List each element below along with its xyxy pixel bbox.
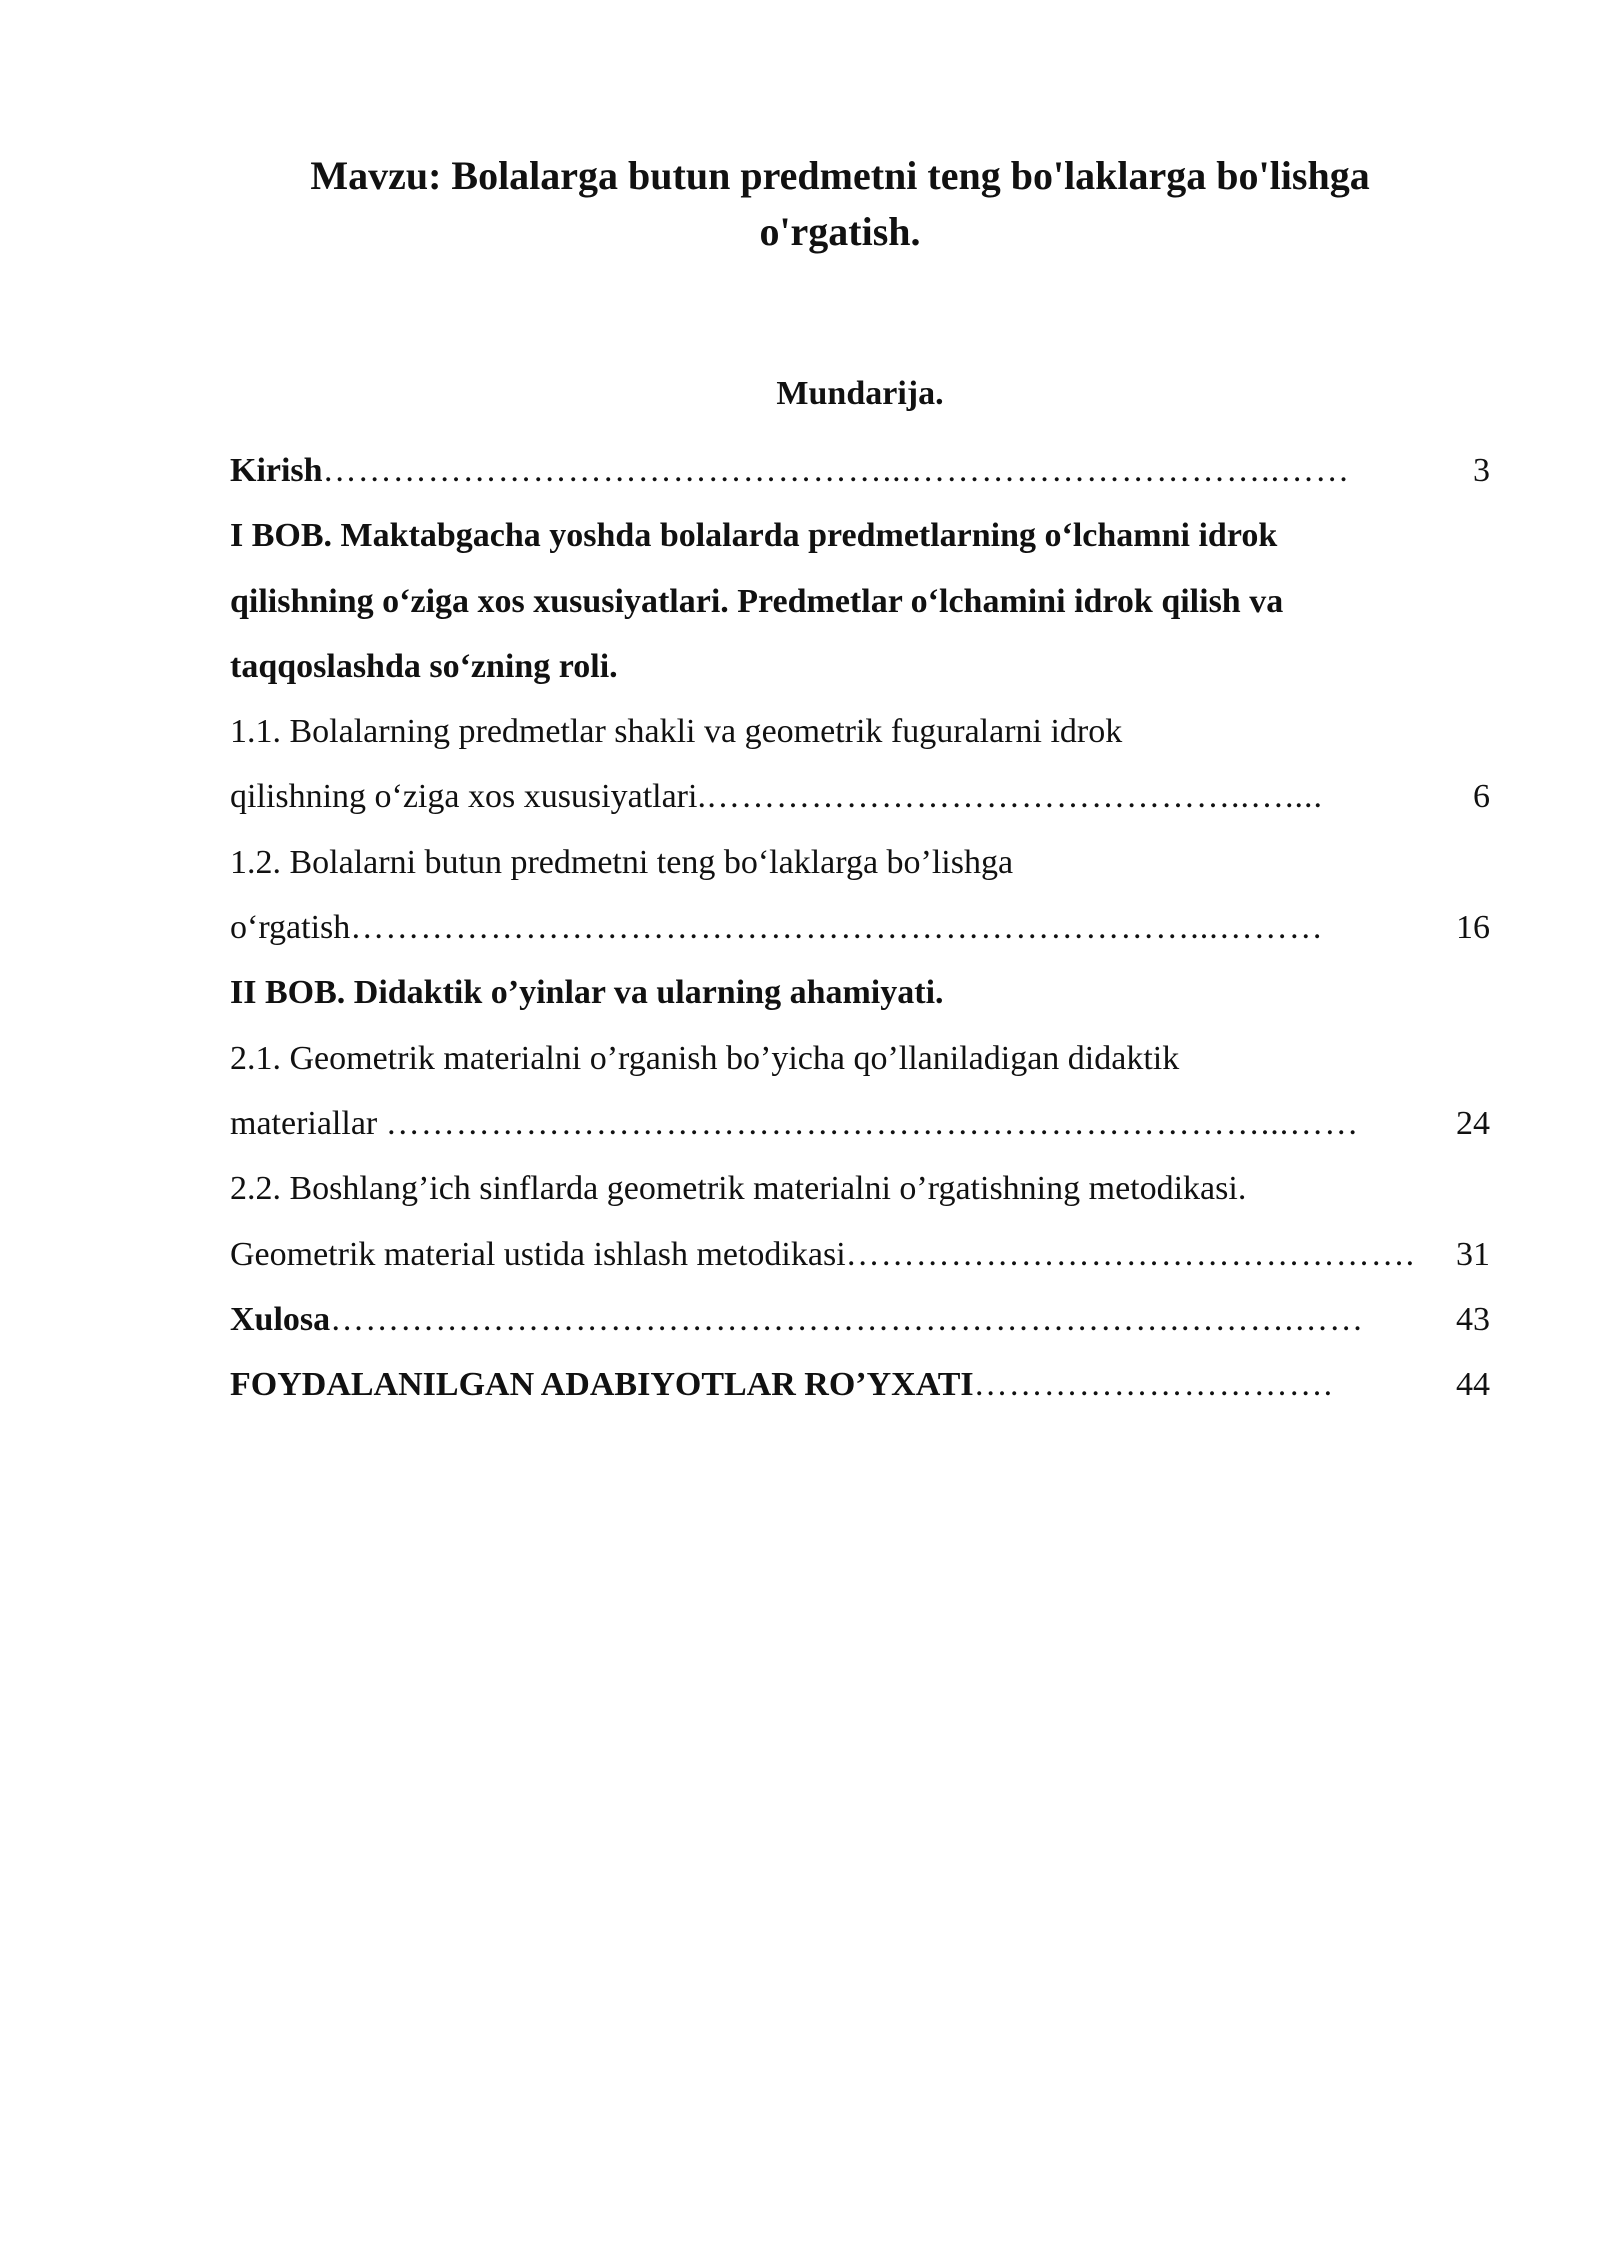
toc-page-number: 6 — [1473, 778, 1490, 816]
toc-entry-2-1-line-1[interactable] — [230, 1033, 1490, 1098]
toc-page-number: 43 — [1456, 1300, 1490, 1338]
toc-entry-text: 2.1. Geometrik materialni o’rganish bo’yicha qo’llaniladigan didaktik — [230, 1039, 1180, 1077]
toc-entry-chapter-2[interactable] — [230, 967, 1490, 1032]
toc-entry-text: FOYDALANILGAN ADABIYOTLAR RO’YXATI — [230, 1366, 974, 1404]
toc-entry-text: qilishning o‘ziga xos xususiyatlari. Predmetlar o‘lchamini idrok qilish va — [230, 582, 1284, 620]
toc-leader-dots: …………………………………………………………………...…… — [385, 1104, 1360, 1142]
toc-page-number: 31 — [1456, 1235, 1490, 1273]
toc-leader-dots: …………………………………………...…………………………..…… — [322, 452, 1351, 489]
toc-entry-kirish[interactable] — [230, 445, 1490, 510]
toc-entry-text: Kirish — [230, 452, 323, 489]
toc-leader-dots: …………………………. — [973, 1366, 1334, 1404]
toc-leader-dots: ……………………………………………………………….……….…… — [330, 1300, 1365, 1338]
toc-heading: Mundarija. — [776, 375, 944, 412]
toc-entry-text: qilishning o‘ziga xos xususiyatlari. — [230, 778, 706, 816]
toc-entry-text: taqqoslashda so‘zning roli. — [230, 647, 618, 685]
toc-entry-2-2-line-1[interactable] — [230, 1163, 1490, 1228]
toc-entry-text: II BOB. Didaktik o’yinlar va ularning ahamiyati. — [230, 974, 944, 1012]
toc-entry-1-1-line-1[interactable] — [230, 706, 1490, 771]
toc-entry-xulosa[interactable] — [230, 1294, 1490, 1359]
toc-entry-text: materiallar — [230, 1104, 386, 1142]
toc-page-number: 44 — [1456, 1366, 1490, 1404]
toc-page-number: 16 — [1456, 909, 1490, 947]
toc-entry-2-2-line-2[interactable] — [230, 1229, 1490, 1294]
toc-entry-chapter-1-line-1[interactable] — [230, 510, 1490, 575]
toc-entry-text: o‘rgatish — [230, 909, 351, 947]
toc-entry-text: 1.2. Bolalarni butun predmetni teng bo‘laklarga bo’lishga — [230, 843, 1014, 881]
toc-entry-text: I BOB. Maktabgacha yoshda bolalarda predmetlarning o‘lchamni idrok — [230, 517, 1278, 555]
toc-entry-text: 2.2. Boshlang’ich sinflarda geometrik materialni o’rgatishning metodikasi. — [230, 1170, 1247, 1208]
toc-entry-text: 1.1. Bolalarning predmetlar shakli va geometrik fuguralarni idrok — [230, 713, 1123, 751]
toc-page-number: 3 — [1473, 452, 1490, 489]
toc-leader-dots: …………………………………………. — [845, 1235, 1416, 1273]
toc-leader-dots: ………………………………………..….... — [705, 778, 1323, 816]
toc-entry-references[interactable] — [230, 1359, 1490, 1424]
toc-page-number: 24 — [1456, 1104, 1490, 1142]
toc-entry-1-2-line-2[interactable] — [230, 902, 1490, 967]
toc-entry-chapter-1-line-2[interactable] — [230, 576, 1490, 641]
toc-entry-text: Geometrik material ustida ishlash metodikasi — [230, 1235, 846, 1273]
toc-entry-2-1-line-2[interactable] — [230, 1098, 1490, 1163]
document-title: Mavzu: Bolalarga butun predmetni teng bo'laklarga bo'lishga o'rgatish. — [310, 153, 1370, 254]
toc-entry-text: Xulosa — [230, 1300, 331, 1338]
toc-entry-1-1-line-2[interactable] — [230, 771, 1490, 836]
toc-entry-chapter-1-line-3[interactable] — [230, 641, 1490, 706]
table-of-contents — [230, 445, 1490, 1424]
toc-entry-1-2-line-1[interactable] — [230, 837, 1490, 902]
toc-leader-dots: ………………………………………………………………...……… — [350, 909, 1324, 947]
